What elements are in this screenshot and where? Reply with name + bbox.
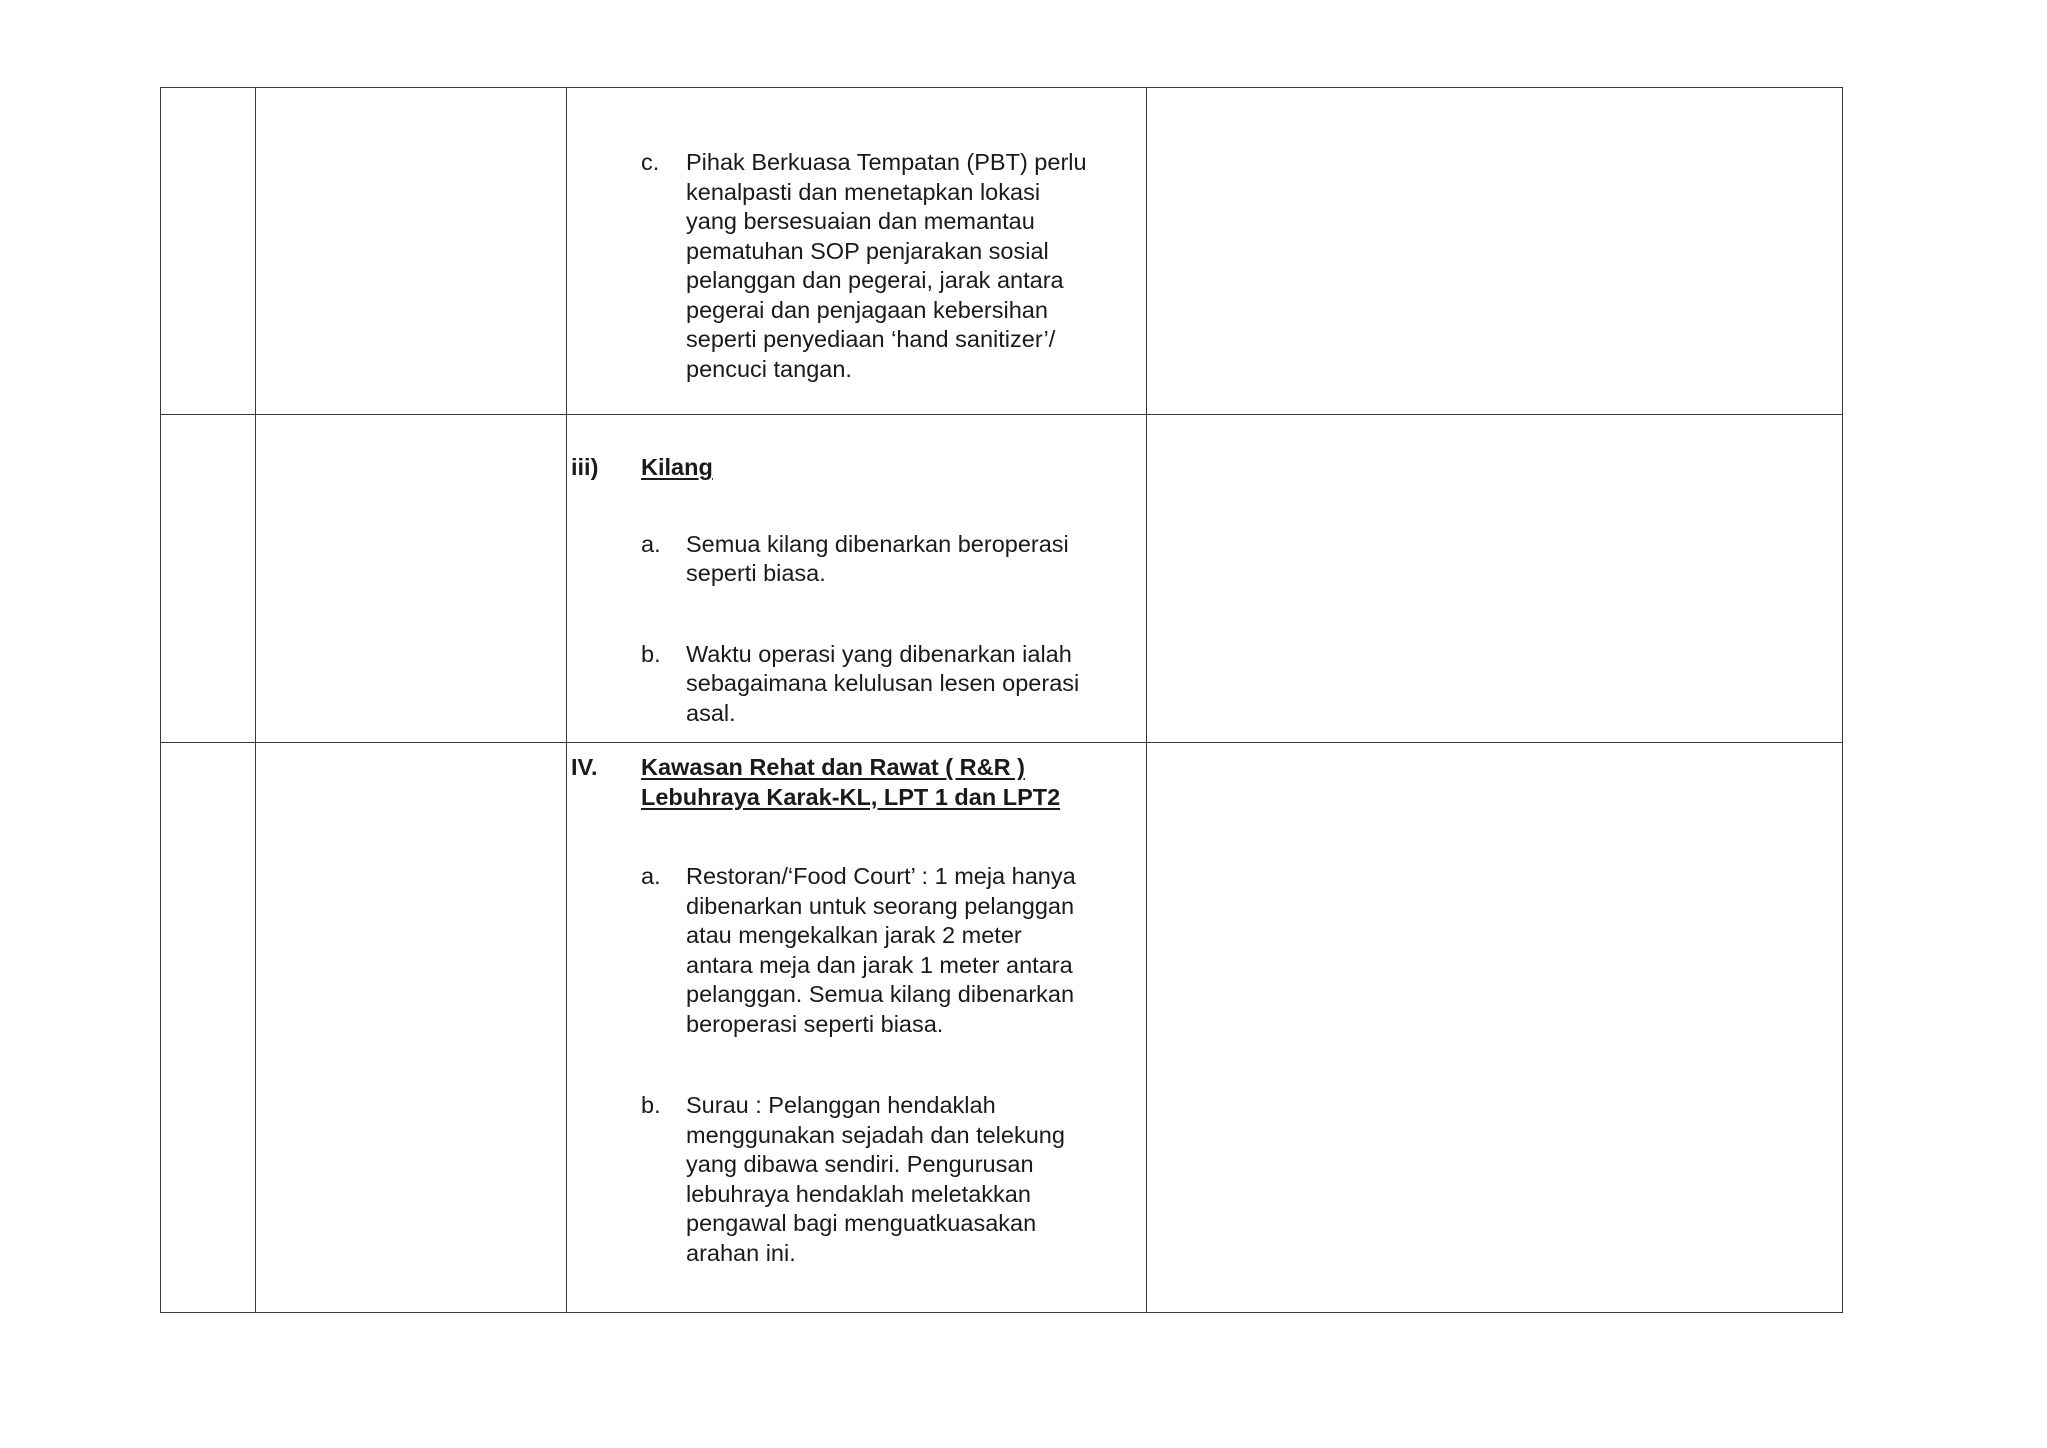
text-line: pematuhan SOP penjarakan sosial bbox=[686, 237, 1049, 264]
table-row bbox=[161, 88, 1843, 415]
text-line: arahan ini. bbox=[686, 1239, 796, 1266]
text-line: Waktu operasi yang dibenarkan ialah bbox=[686, 640, 1072, 667]
text-line: pegerai dan penjagaan kebersihan bbox=[686, 296, 1048, 323]
list-item bbox=[567, 1091, 1146, 1268]
text-line: Restoran/‘Food Court’ : 1 meja hanya bbox=[686, 863, 1076, 889]
text-line: lebuhraya hendaklah meletakkan bbox=[686, 1180, 1031, 1207]
table-cell-content bbox=[567, 88, 1147, 415]
list-item-text bbox=[686, 1091, 1132, 1268]
list-item-text bbox=[686, 530, 1132, 589]
text-line: yang bersesuaian dan memantau bbox=[686, 208, 1035, 234]
text-line: pelanggan dan pegerai, jarak antara bbox=[686, 267, 1064, 293]
table-row bbox=[161, 743, 1843, 1313]
text-line: pengawal bagi menguatkuasakan bbox=[686, 1210, 1037, 1236]
list-item bbox=[567, 640, 1146, 729]
text-line: sebagaimana kelulusan lesen operasi bbox=[686, 670, 1080, 696]
list-item-marker: a. bbox=[641, 863, 661, 889]
list-item-text bbox=[686, 862, 1132, 1039]
section-title: Kawasan Rehat dan Rawat ( R&R ) bbox=[641, 754, 1025, 780]
section-heading bbox=[567, 453, 1146, 483]
table-cell-category bbox=[256, 88, 567, 415]
list-item-marker: b. bbox=[641, 1092, 661, 1118]
list-item bbox=[567, 530, 1146, 589]
text-line: Surau : Pelanggan hendaklah bbox=[686, 1092, 996, 1118]
text-line: menggunakan sejadah dan telekung bbox=[686, 1121, 1065, 1148]
text-line: beroperasi seperti biasa. bbox=[686, 1010, 944, 1037]
text-line: seperti biasa. bbox=[686, 560, 826, 586]
table-cell-category bbox=[256, 415, 567, 743]
table-cell-notes bbox=[1147, 743, 1843, 1313]
table-cell-notes bbox=[1147, 88, 1843, 415]
section-heading bbox=[567, 753, 1146, 812]
table-cell-number bbox=[161, 743, 256, 1313]
list-item bbox=[567, 148, 1146, 384]
table-cell-number bbox=[161, 415, 256, 743]
document-table bbox=[160, 87, 1843, 1313]
text-line: pelanggan. Semua kilang dibenarkan bbox=[686, 981, 1075, 1007]
table-cell-content bbox=[567, 743, 1147, 1313]
section-title: Kilang bbox=[641, 454, 713, 480]
list-item-marker: b. bbox=[641, 640, 661, 667]
text-line: dibenarkan untuk seorang pelanggan bbox=[686, 892, 1075, 919]
list-item-text bbox=[686, 148, 1132, 384]
section-number: IV. bbox=[571, 754, 598, 780]
table-cell-content bbox=[567, 415, 1147, 743]
section-number: iii) bbox=[571, 454, 599, 480]
table-cell-number bbox=[161, 88, 256, 415]
text-line: Semua kilang dibenarkan beroperasi bbox=[686, 530, 1069, 557]
text-line: pencuci tangan. bbox=[686, 355, 852, 382]
table-cell-notes bbox=[1147, 415, 1843, 743]
text-line: Pihak Berkuasa Tempatan (PBT) perlu bbox=[686, 149, 1087, 175]
section-title: Lebuhraya Karak-KL, LPT 1 dan LPT2 bbox=[641, 783, 1061, 810]
list-item-marker: c. bbox=[641, 149, 660, 175]
text-line: antara meja dan jarak 1 meter antara bbox=[686, 951, 1073, 978]
table-row bbox=[161, 415, 1843, 743]
text-line: seperti penyediaan ‘hand sanitizer’/ bbox=[686, 326, 1056, 352]
list-item bbox=[567, 862, 1146, 1039]
text-line: atau mengekalkan jarak 2 meter bbox=[686, 922, 1022, 948]
text-line: asal. bbox=[686, 699, 736, 726]
text-line: yang dibawa sendiri. Pengurusan bbox=[686, 1151, 1034, 1177]
table-cell-category bbox=[256, 743, 567, 1313]
list-item-text bbox=[686, 640, 1132, 729]
list-item-marker: a. bbox=[641, 530, 661, 557]
text-line: kenalpasti dan menetapkan lokasi bbox=[686, 178, 1041, 205]
